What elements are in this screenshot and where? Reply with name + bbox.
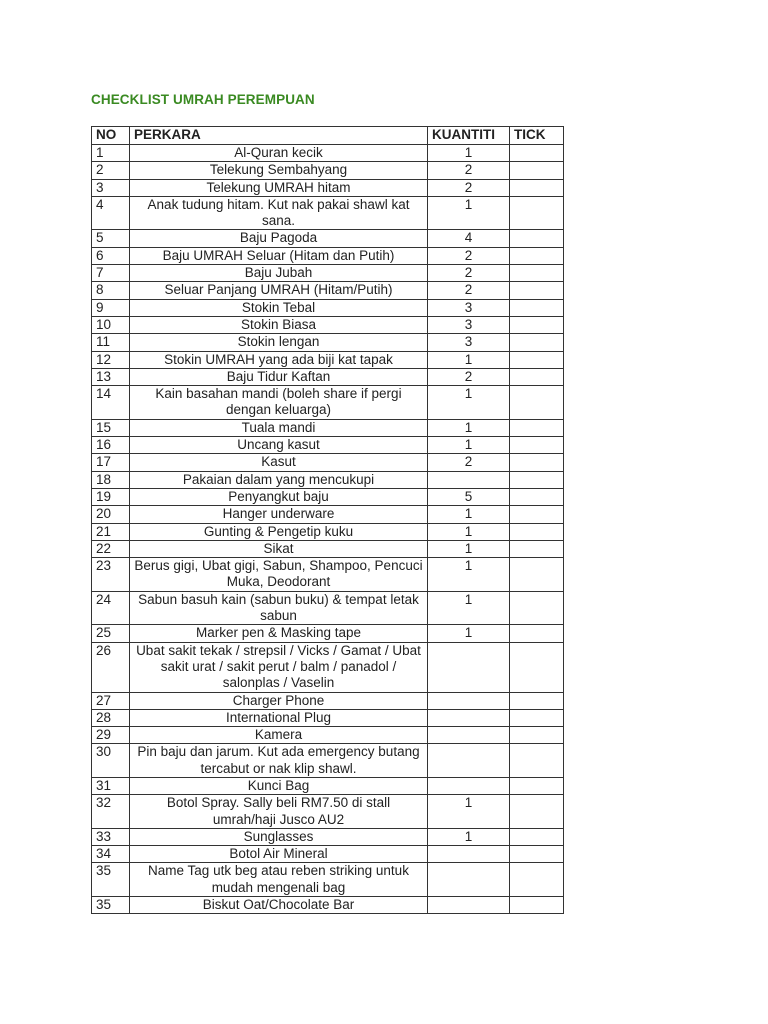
table-row	[92, 777, 564, 794]
row-number: 20	[92, 506, 130, 523]
table-row	[92, 591, 564, 625]
row-item: Botol Air Mineral	[130, 846, 428, 863]
row-number: 18	[92, 471, 130, 488]
row-quantity: 2	[428, 247, 510, 264]
row-item: Charger Phone	[130, 692, 428, 709]
row-tick-box	[510, 727, 564, 744]
row-item: Anak tudung hitam. Kut nak pakai shawl kat sana.	[130, 196, 428, 230]
row-tick-box	[510, 692, 564, 709]
row-item: Telekung UMRAH hitam	[130, 179, 428, 196]
row-number: 7	[92, 265, 130, 282]
row-item: Penyangkut baju	[130, 488, 428, 505]
row-item: Sabun basuh kain (sabun buku) & tempat letak sabun	[130, 591, 428, 625]
row-quantity	[428, 846, 510, 863]
row-number: 9	[92, 299, 130, 316]
table-row	[92, 897, 564, 914]
row-number: 2	[92, 162, 130, 179]
row-quantity: 1	[428, 591, 510, 625]
row-tick-box	[510, 437, 564, 454]
table-row	[92, 727, 564, 744]
table-row	[92, 846, 564, 863]
row-tick-box	[510, 334, 564, 351]
row-number: 23	[92, 558, 130, 592]
row-number: 28	[92, 709, 130, 726]
row-item: Botol Spray. Sally beli RM7.50 di stall umrah/haji Jusco AU2	[130, 795, 428, 829]
row-item: Baju Jubah	[130, 265, 428, 282]
table-row	[92, 558, 564, 592]
row-tick-box	[510, 265, 564, 282]
table-row	[92, 709, 564, 726]
table-row	[92, 540, 564, 557]
row-item: Biskut Oat/Chocolate Bar	[130, 897, 428, 914]
row-number: 5	[92, 230, 130, 247]
row-item: Marker pen & Masking tape	[130, 625, 428, 642]
row-quantity: 2	[428, 454, 510, 471]
row-quantity: 2	[428, 368, 510, 385]
row-number: 11	[92, 334, 130, 351]
table-row	[92, 419, 564, 436]
row-quantity: 1	[428, 386, 510, 420]
row-number: 14	[92, 386, 130, 420]
row-quantity	[428, 642, 510, 692]
row-number: 19	[92, 488, 130, 505]
row-number: 10	[92, 316, 130, 333]
table-row	[92, 299, 564, 316]
row-quantity: 3	[428, 334, 510, 351]
row-tick-box	[510, 282, 564, 299]
row-quantity: 1	[428, 351, 510, 368]
row-item: Telekung Sembahyang	[130, 162, 428, 179]
table-body	[92, 145, 564, 914]
row-tick-box	[510, 179, 564, 196]
row-tick-box	[510, 316, 564, 333]
row-item: Stokin UMRAH yang ada biji kat tapak	[130, 351, 428, 368]
row-number: 8	[92, 282, 130, 299]
row-quantity: 1	[428, 419, 510, 436]
row-number: 22	[92, 540, 130, 557]
row-quantity: 1	[428, 437, 510, 454]
row-quantity: 1	[428, 625, 510, 642]
row-number: 15	[92, 419, 130, 436]
table-row	[92, 523, 564, 540]
row-number: 17	[92, 454, 130, 471]
row-quantity: 4	[428, 230, 510, 247]
row-tick-box	[510, 846, 564, 863]
table-row	[92, 265, 564, 282]
table-row	[92, 795, 564, 829]
row-item: Baju Tidur Kaftan	[130, 368, 428, 385]
row-item: Gunting & Pengetip kuku	[130, 523, 428, 540]
row-number: 13	[92, 368, 130, 385]
table-row	[92, 351, 564, 368]
row-item: Kamera	[130, 727, 428, 744]
row-item: International Plug	[130, 709, 428, 726]
row-item: Pakaian dalam yang mencukupi	[130, 471, 428, 488]
row-tick-box	[510, 368, 564, 385]
row-quantity: 1	[428, 523, 510, 540]
header-item: PERKARA	[130, 127, 428, 145]
row-tick-box	[510, 162, 564, 179]
row-quantity	[428, 744, 510, 778]
row-number: 33	[92, 828, 130, 845]
row-item: Pin baju dan jarum. Kut ada emergency butang tercabut or nak klip shawl.	[130, 744, 428, 778]
row-quantity	[428, 897, 510, 914]
table-row	[92, 828, 564, 845]
table-row	[92, 145, 564, 162]
row-tick-box	[510, 230, 564, 247]
table-row	[92, 316, 564, 333]
row-tick-box	[510, 454, 564, 471]
row-number: 6	[92, 247, 130, 264]
row-tick-box	[510, 471, 564, 488]
row-item: Stokin lengan	[130, 334, 428, 351]
table-row	[92, 437, 564, 454]
row-item: Seluar Panjang UMRAH (Hitam/Putih)	[130, 282, 428, 299]
header-tick: TICK	[510, 127, 564, 145]
table-row	[92, 488, 564, 505]
row-number: 24	[92, 591, 130, 625]
row-quantity	[428, 863, 510, 897]
row-quantity: 2	[428, 162, 510, 179]
row-quantity: 1	[428, 795, 510, 829]
row-tick-box	[510, 299, 564, 316]
row-number: 26	[92, 642, 130, 692]
row-tick-box	[510, 145, 564, 162]
header-quantity: KUANTITI	[428, 127, 510, 145]
table-header-row	[92, 127, 564, 145]
row-quantity	[428, 471, 510, 488]
row-number: 1	[92, 145, 130, 162]
row-number: 16	[92, 437, 130, 454]
row-tick-box	[510, 247, 564, 264]
row-item: Sikat	[130, 540, 428, 557]
row-tick-box	[510, 828, 564, 845]
row-quantity: 1	[428, 558, 510, 592]
row-tick-box	[510, 863, 564, 897]
row-quantity: 1	[428, 828, 510, 845]
row-number: 32	[92, 795, 130, 829]
row-item: Stokin Biasa	[130, 316, 428, 333]
row-number: 3	[92, 179, 130, 196]
row-tick-box	[510, 196, 564, 230]
row-tick-box	[510, 795, 564, 829]
row-number: 35	[92, 863, 130, 897]
row-quantity	[428, 727, 510, 744]
table-row	[92, 744, 564, 778]
row-tick-box	[510, 897, 564, 914]
table-row	[92, 625, 564, 642]
row-quantity: 2	[428, 179, 510, 196]
row-number: 31	[92, 777, 130, 794]
table-row	[92, 368, 564, 385]
row-quantity	[428, 777, 510, 794]
row-tick-box	[510, 386, 564, 420]
row-tick-box	[510, 744, 564, 778]
row-tick-box	[510, 351, 564, 368]
table-row	[92, 282, 564, 299]
table-row	[92, 454, 564, 471]
row-tick-box	[510, 506, 564, 523]
row-quantity: 1	[428, 196, 510, 230]
row-quantity: 2	[428, 282, 510, 299]
table-row	[92, 386, 564, 420]
table-row	[92, 247, 564, 264]
table-row	[92, 179, 564, 196]
row-number: 27	[92, 692, 130, 709]
row-quantity: 1	[428, 145, 510, 162]
row-item: Stokin Tebal	[130, 299, 428, 316]
row-quantity	[428, 692, 510, 709]
row-item: Uncang kasut	[130, 437, 428, 454]
row-item: Sunglasses	[130, 828, 428, 845]
row-item: Baju Pagoda	[130, 230, 428, 247]
row-item: Ubat sakit tekak / strepsil / Vicks / Gamat / Ubat sakit urat / sakit perut / balm / panadol / salonplas / Vaselin	[130, 642, 428, 692]
row-quantity: 5	[428, 488, 510, 505]
row-item: Kasut	[130, 454, 428, 471]
row-number: 35	[92, 897, 130, 914]
row-number: 30	[92, 744, 130, 778]
header-no: NO	[92, 127, 130, 145]
row-item: Kain basahan mandi (boleh share if pergi dengan keluarga)	[130, 386, 428, 420]
row-quantity: 3	[428, 316, 510, 333]
row-number: 34	[92, 846, 130, 863]
table-row	[92, 334, 564, 351]
row-tick-box	[510, 558, 564, 592]
row-item: Tuala mandi	[130, 419, 428, 436]
row-item: Name Tag utk beg atau reben striking untuk mudah mengenali bag	[130, 863, 428, 897]
row-item: Hanger underware	[130, 506, 428, 523]
table-row	[92, 162, 564, 179]
table-row	[92, 863, 564, 897]
row-tick-box	[510, 591, 564, 625]
row-tick-box	[510, 523, 564, 540]
row-tick-box	[510, 777, 564, 794]
row-item: Al-Quran kecik	[130, 145, 428, 162]
table-row	[92, 196, 564, 230]
row-number: 21	[92, 523, 130, 540]
row-item: Baju UMRAH Seluar (Hitam dan Putih)	[130, 247, 428, 264]
row-item: Kunci Bag	[130, 777, 428, 794]
checklist-table	[91, 126, 564, 914]
row-tick-box	[510, 540, 564, 557]
row-number: 25	[92, 625, 130, 642]
row-tick-box	[510, 419, 564, 436]
row-tick-box	[510, 709, 564, 726]
row-number: 12	[92, 351, 130, 368]
table-row	[92, 506, 564, 523]
table-row	[92, 471, 564, 488]
row-tick-box	[510, 488, 564, 505]
row-number: 29	[92, 727, 130, 744]
document-title: CHECKLIST UMRAH PEREMPUAN	[91, 92, 315, 107]
row-tick-box	[510, 642, 564, 692]
row-item: Berus gigi, Ubat gigi, Sabun, Shampoo, Pencuci Muka, Deodorant	[130, 558, 428, 592]
row-quantity: 1	[428, 506, 510, 523]
row-quantity: 2	[428, 265, 510, 282]
table-row	[92, 642, 564, 692]
row-quantity: 3	[428, 299, 510, 316]
row-quantity: 1	[428, 540, 510, 557]
table-row	[92, 692, 564, 709]
row-number: 4	[92, 196, 130, 230]
table-row	[92, 230, 564, 247]
row-tick-box	[510, 625, 564, 642]
row-quantity	[428, 709, 510, 726]
